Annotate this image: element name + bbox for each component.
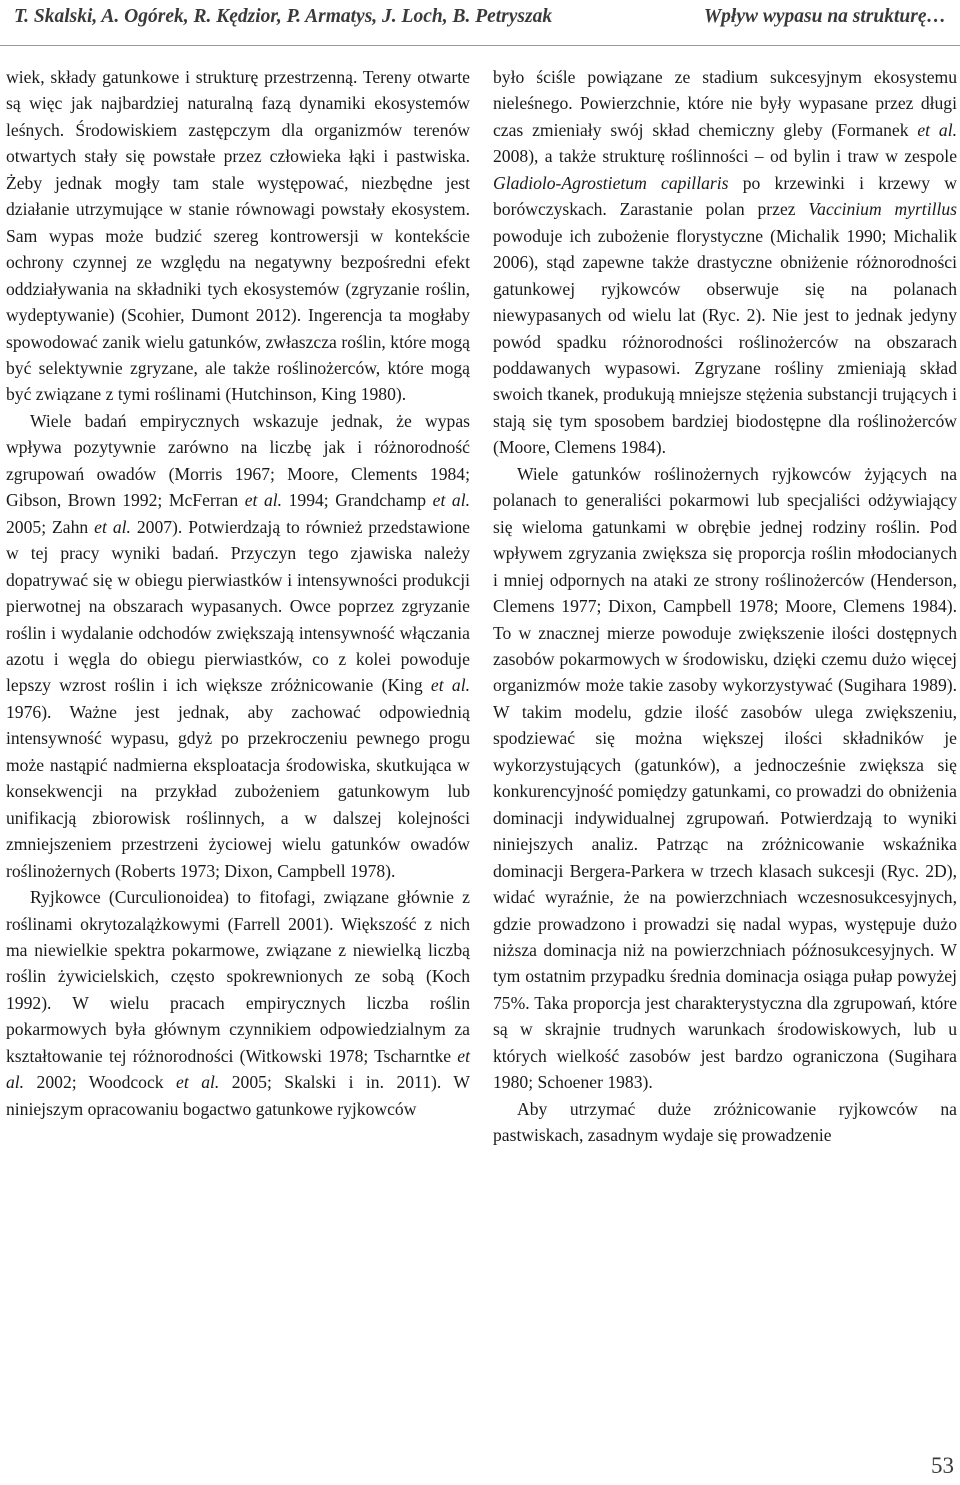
running-head-authors: T. Skalski, A. Ogórek, R. Kędzior, P. Armatys, J. Loch, B. Petryszak — [14, 6, 553, 27]
running-head — [0, 0, 960, 46]
text-run: 2007). Potwierdzają to również przedstawione w tej pracy wyniki badań. Przyczyn tego zjawiska należy dopatrywać się w obiegu pierwiastków i intensywności produkcji pierwotnej na obszarach wypasanych. Owce poprzez zgryzanie roślin i wydalanie odchodów zwiększają intensywność włączania azotu i węgla do obiegu pierwiastków, co z kolei powoduje lepszy wzrost roślin i ich większe zróżnicowanie (King — [6, 516, 470, 696]
italic-term: et al. — [176, 1072, 220, 1093]
text-run: po krzewinki i krzewy w borówczyskach. Zarastanie polan przez — [493, 172, 957, 220]
left-column — [6, 64, 470, 1122]
paragraph — [6, 408, 470, 884]
italic-term: et al. — [430, 675, 470, 696]
paragraph — [493, 461, 957, 1096]
italic-term: et al. — [917, 119, 957, 140]
text-run: 2008), a także strukturę roślinności – od bylin i traw w zespole — [493, 146, 957, 167]
italic-term: Vaccinium myrtillus — [808, 199, 957, 220]
paragraph — [493, 64, 957, 461]
text-run: 2005; Zahn — [6, 516, 95, 537]
text-run: Wiele gatunków roślinożernych ryjkowców żyjących na polanach to generaliści pokarmowi lub specjaliści odżywiający się wieloma gatunkami w obrębie jednej rodziny roślin. Pod wpływem zgryzania zwiększa się proporcja roślin młodocianych i mniej odpornych na ataki ze strony roślinożerców (Henderson, Clemens 1977; Dixon, Campbell 1978; Moore, Clemens 1984). To w znacznej mierze powoduje zwiększenie ilości dostępnych zasobów pokarmowych w środowisku, dzięki czemu dużo więcej organizmów może takie zasoby wykorzystywać (Sugihara 1989). W takim modelu, gdzie ilość zasobów ulega zwiększeniu, spodziewać się można większej ilości składników je wykorzystujących (gatunków), a jednocześnie zwiększa się konkurencyjność pomiędzy gatunkami, co prowadzi do obniżenia dominacji indywidualnej zgrupowań. Potwierdzają to wyniki niniejszych analiz. Patrząc na zróżnicowanie wskaźnika dominacji Bergera-Parkera w trzech klasach sukcesji (Ryc. 2D), widać wyraźnie, że na powierzchniach wczesnosukcesyjnych, gdzie prowadzono i prowadzi się nadal wypas, występuje dużo niższa dominacja niż na powierzchniach późnosukcesyjnych. W tym ostatnim przypadku średnia dominacja osiąga pułap powyżej 75%. Taka proporcja jest charakterystyczna dla zgrupowań, które są w skrajnie trudnych warunkach środowiskowych, lub u których wielkość zasobów jest bardzo ograniczona (Sugihara 1980; Schoener 1983). — [493, 463, 957, 1093]
running-head-title: Wpływ wypasu na strukturę… — [703, 6, 946, 27]
italic-term: et al. — [6, 1045, 470, 1093]
text-run: 2002; Woodcock — [24, 1072, 177, 1093]
italic-term: et al. — [244, 490, 283, 511]
text-run: Ryjkowce (Curculionoidea) to fitofagi, związane głównie z roślinami okrytozalążkowymi (Farrell 2001). Większość z nich ma niewielkie spektra pokarmowe, związane z niewielką liczbą roślin żywicielskich, często spokrewnionych ze sobą (Koch 1992). W wielu pracach empirycznych liczba roślin pokarmowych była głównym czynnikiem odpowiedzialnym za kształtowanie tej różnorodności (Witkowski 1978; Tscharntke — [6, 887, 470, 1066]
paragraph — [6, 64, 470, 408]
italic-term: et al. — [94, 516, 131, 537]
italic-term: Gladiolo-Agrostietum capillaris — [493, 172, 729, 193]
text-run: Aby utrzymać duże zróżnicowanie ryjkowców na pastwiskach, zasadnym wydaje się prowadzenie — [493, 1098, 957, 1146]
right-column — [493, 64, 957, 1149]
text-run: Wiele badań empirycznych wskazuje jednak, że wypas wpływa pozytywnie zarówno na liczbę jak i różnorodność zgrupowań owadów (Morris 1967; Moore, Clements 1984; Gibson, Brown 1992; McFerran — [6, 410, 470, 511]
text-run: powoduje ich zubożenie florystyczne (Michalik 1990; Michalik 2006), stąd zapewne także drastyczne obniżenie różnorodności gatunkowej ryjkowców obserwuje się na polanach niewypasanych od wielu lat (Ryc. 2). Nie jest to jednak jedyny powód spadku różnorodności roślinożerców na obszarach poddawanych wypasowi. Zgryzane rośliny zmieniają skład swoich tkanek, produkują mniejsze stężenia substancji trujących i stają się tym sposobem bardziej biodostępne dla roślinożerców (Moore, Clemens 1984). — [493, 225, 957, 458]
text-run: 1976). Ważne jest jednak, aby zachować odpowiednią intensywność wypasu, gdyż po przekroczeniu pewnego progu może nastąpić nadmierna eksploatacja środowiska, skutkująca w konsekwencji na przykład zubożeniem gatunkowym lub unifikacją zbiorowisk roślinnych, a w dalszej kolejności zmniejszeniem przestrzeni życiowej wielu gatunków owadów roślinożernych (Roberts 1973; Dixon, Campbell 1978). — [6, 701, 470, 881]
text-run: było ściśle powiązane ze stadium sukcesyjnym ekosystemu nieleśnego. Powierzchnie, które nie były wypasane przez długi czas zmieniały swój skład chemiczny gleby (Formanek — [493, 67, 957, 140]
text-run: 2005; Skalski i in. 2011). W niniejszym opracowaniu bogactwo gatunkowe ryjkowców — [6, 1072, 470, 1119]
paragraph — [6, 884, 470, 1122]
italic-term: et al. — [432, 490, 470, 511]
article-body — [0, 64, 960, 1404]
text-run: 1994; Grandchamp — [282, 490, 433, 511]
paragraph — [493, 1096, 957, 1149]
text-run: wiek, składy gatunkowe i strukturę przestrzenną. Tereny otwarte są więc jak najbardziej naturalną fazą dynamiki ekosystemów leśnych. Środowiskiem zastępczym dla organizmów terenów otwartych stały się powstałe przez człowieka łąki i pastwiska. Żeby jednak mogły tam stale występować, niezbędne jest działanie utrzymujące w stanie równowagi powstały ekosystem. Sam wypas może budzić szereg kontrowersji w kontekście ochrony czynnej ze względu na negatywny bezpośredni efekt oddziaływania na składniki tych ekosystemów (zgryzanie roślin, wydeptywanie) (Scohier, Dumont 2012). Ingerencja ta mogłaby spowodować zanik wielu gatunków, zwłaszcza roślin, które mogą być selektywnie zgryzane, ale także roślinożerców, które mogą być związane z tymi roślinami (Hutchinson, King 1980). — [6, 67, 470, 405]
page-number: 53 — [931, 1453, 954, 1478]
